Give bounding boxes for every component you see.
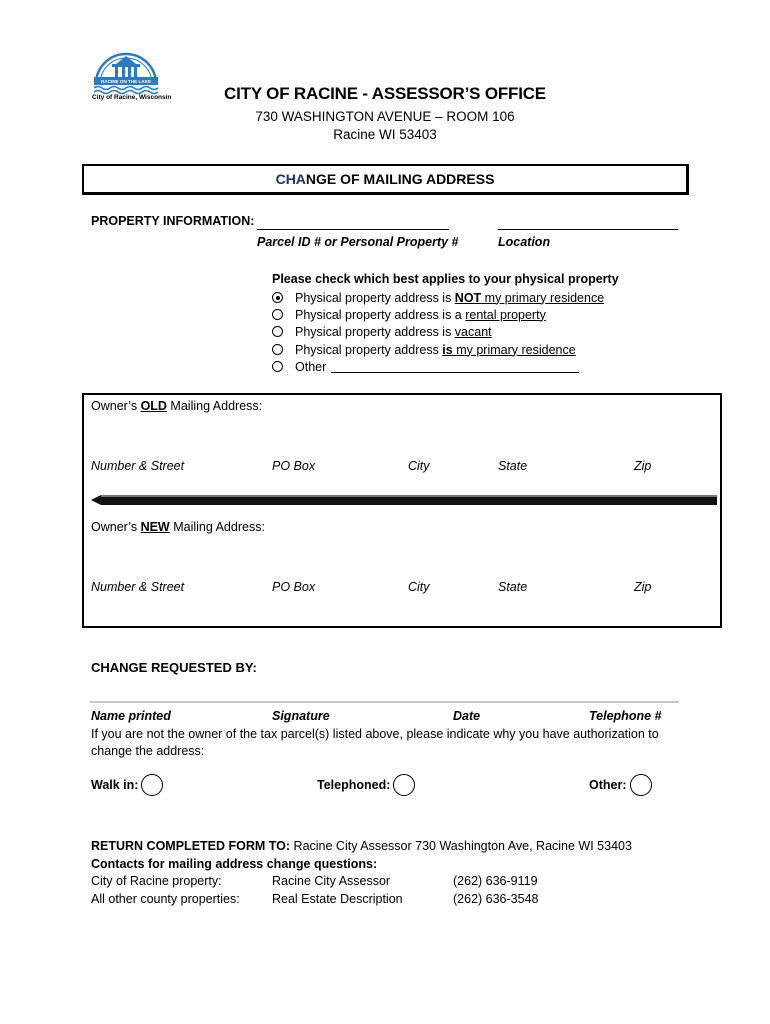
other-text-field[interactable] (331, 360, 579, 373)
old-zip[interactable]: Zip (634, 459, 652, 473)
old-address-label: Owner’s OLD Mailing Address: (91, 399, 263, 413)
location-caption: Location (498, 235, 551, 249)
walk-in-checkbox[interactable] (141, 774, 163, 796)
option-other[interactable] (272, 358, 579, 375)
parcel-id-field[interactable] (257, 229, 449, 230)
new-address-label: Owner’s NEW Mailing Address: (91, 520, 265, 534)
new-city[interactable]: City (408, 580, 430, 594)
form-title-rest: NGE OF MAILING ADDRESS (305, 171, 495, 187)
authorization-note: If you are not the owner of the tax parcel(s) listed above, please indicate why you have authorization to change the address: (91, 727, 659, 758)
option-other-label: Other (295, 359, 327, 374)
option-rental-property[interactable] (272, 306, 546, 323)
form-title-accent: CHA (275, 171, 306, 187)
return-label: RETURN COMPLETED FORM TO: (91, 839, 291, 853)
telephoned-label: Telephoned: (317, 778, 391, 792)
telephone-caption: Telephone # (589, 709, 662, 723)
option-text: Physical property address is vacant (295, 324, 492, 339)
office-address-line2: Racine WI 53403 (333, 127, 437, 142)
contact-scope: City of Racine property: (91, 874, 222, 888)
radio-icon[interactable] (272, 326, 283, 337)
new-state[interactable]: State (498, 580, 528, 594)
new-number-street[interactable]: Number & Street (91, 580, 185, 594)
change-requested-label: CHANGE REQUESTED BY: (91, 660, 257, 675)
radio-icon[interactable] (272, 309, 283, 320)
walk-in-label: Walk in: (91, 778, 139, 792)
office-title: CITY OF RACINE - ASSESSOR’S OFFICE (224, 84, 546, 103)
telephoned-checkbox[interactable] (393, 774, 415, 796)
signature-line[interactable] (90, 701, 679, 703)
contacts-table (91, 873, 691, 913)
old-po-box[interactable]: PO Box (272, 459, 316, 473)
name-printed-caption: Name printed (91, 709, 171, 723)
other-contact-label: Other: (589, 778, 627, 792)
old-state[interactable]: State (498, 459, 528, 473)
location-field[interactable] (498, 229, 678, 230)
contact-office: Racine City Assessor (272, 874, 391, 888)
old-number-street[interactable]: Number & Street (91, 459, 185, 473)
return-address: Racine City Assessor 730 Washington Ave, Racine WI 53403 (290, 839, 632, 853)
new-zip[interactable]: Zip (634, 580, 652, 594)
physical-property-heading: Please check which best applies to your physical property (272, 272, 619, 286)
option-not-primary-residence[interactable] (272, 289, 604, 306)
parcel-id-caption: Parcel ID # or Personal Property # (257, 235, 459, 249)
other-contact-checkbox[interactable] (630, 774, 652, 796)
radio-icon[interactable] (272, 344, 283, 355)
logo-banner-text: RACINE ON THE LAKE (100, 79, 152, 84)
walk-in-option[interactable] (91, 774, 163, 796)
radio-icon[interactable] (272, 361, 283, 372)
contact-phone: (262) 636-9119 (453, 874, 538, 888)
contacts-heading: Contacts for mailing address change questions: (91, 856, 378, 871)
office-address-line1: 730 WASHINGTON AVENUE – ROOM 106 (255, 109, 515, 124)
old-city[interactable]: City (408, 459, 430, 473)
option-primary-residence[interactable] (272, 341, 576, 358)
option-text: Physical property address is NOT my primary residence (295, 290, 605, 305)
address-divider (91, 495, 717, 505)
radio-selected-icon[interactable] (272, 292, 283, 303)
signature-caption: Signature (272, 709, 330, 723)
contact-office: Real Estate Description (272, 891, 403, 906)
form-title (82, 164, 689, 195)
other-contact-option[interactable] (589, 774, 652, 796)
logo-caption: City of Racine, Wisconsin (92, 94, 172, 101)
telephoned-option[interactable] (317, 774, 415, 796)
option-text: Physical property address is my primary residence (295, 342, 576, 357)
option-vacant[interactable] (272, 323, 492, 340)
contact-scope: All other county properties: (91, 891, 240, 906)
date-caption: Date (453, 709, 481, 723)
option-text: Physical property address is a rental property (295, 307, 546, 322)
contact-phone: (262) 636-3548 (453, 891, 539, 906)
return-instructions (91, 838, 632, 873)
new-po-box[interactable]: PO Box (272, 580, 316, 594)
property-info-label: PROPERTY INFORMATION: (91, 214, 255, 228)
